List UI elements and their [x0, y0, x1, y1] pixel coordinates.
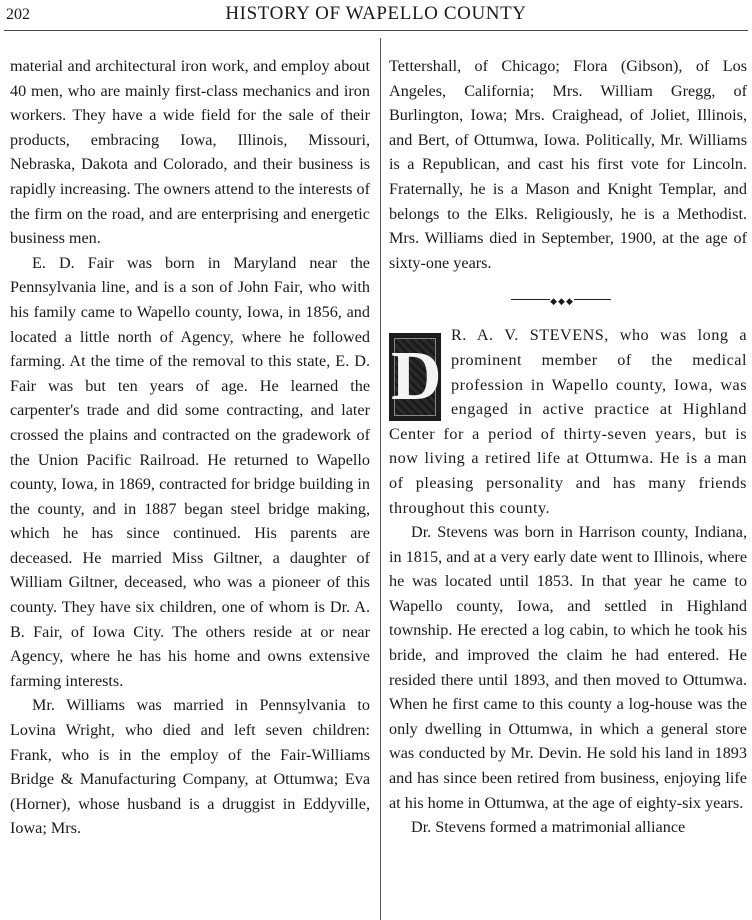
right-paragraph-2: R. A. V. STEVENS, who was long a prominent member of the medical profession in Wapello county, Iowa, was engaged in active practice at Highland Center for a period of thirty-seven years, but is now living a retired life at Ottumwa. He is a man of pleasing personality and has many friends throughout this county. [389, 326, 747, 517]
biography-section [389, 323, 747, 520]
left-paragraph-2: E. D. Fair was born in Maryland near the Pennsylvania line, and is a son of John Fair, who with his family came to Wapello county, Iowa, in 1856, and located a little north of Agency, where he followed farming. At the time of the removal to this state, E. D. Fair was but ten years of age. He learned the carpenter's trade and did some contracting, and later crossed the plains and contracted on the gradework of the Union Pacific Railroad. He returned to Wapello county, Iowa, in 1869, contracted for bridge building in the county, and in 1887 began steel bridge making, which he has since continued. His parents are deceased. He married Miss Giltner, a daughter of William Giltner, deceased, who was a pioneer of this county. They have six children, one of whom is Dr. A. B. Fair, of Iowa City. The others reside at or near Agency, where he has his home and owns extensive farming interests. [10, 253, 370, 690]
right-paragraph-4: Dr. Stevens formed a matrimonial alliance [411, 818, 686, 837]
drop-cap-letter: D [391, 338, 442, 416]
right-paragraph-1: Tettershall, of Chicago; Flora (Gibson), of Los Angeles, California; Mrs. William Gregg, of Burlington, Iowa; Mrs. Craighead, of Joliet, Illinois, and Bert, of Ottumwa, Iowa. Politically, Mr. Williams is a Republican, and cast his first vote for Lincoln. Fraternally, he is a Mason and Knight Templar, and belongs to the Elks. Religiously, he is a Methodist. Mrs. Williams died in September, 1900, at the age of sixty-one years. [389, 57, 747, 272]
left-paragraph-1: material and architectural iron work, and employ about 40 men, who are mainly first-class mechanics and iron workers. They have a wide field for the sale of their products, embracing Iowa, Illinois, Missouri, Nebraska, Dakota and Colorado, and their business is rapidly increasing. The owners attend to the interests of the firm on the road, and are enterprising and energetic business men. [10, 57, 370, 248]
left-paragraph-3: Mr. Williams was married in Pennsylvania to Lovina Wright, who died and left seven children: Frank, who is in the employ of the Fair-Williams Bridge & Manufacturing Company, at Ottumwa; Eva (Horner), whose husband is a druggist in Eddyville, Iowa; Mrs. [10, 696, 370, 838]
left-column [10, 54, 370, 841]
page-header [0, 0, 752, 34]
header-rule [4, 30, 748, 31]
running-title: HISTORY OF WAPELLO COUNTY [225, 3, 527, 24]
section-ornament [389, 275, 747, 323]
ornament-diamonds: ◆◆◆ [550, 289, 574, 314]
right-paragraph-3: Dr. Stevens was born in Harrison county, Indiana, in 1815, and at a very early date went to Illinois, where he was located until 1853. In that year he came to Wapello county, Iowa, and settled in Highland township. He erected a log cabin, to which he took his bride, and improved the claim he had entered. He resided there until 1893, and then moved to Ottumwa. When he first came to this county a log-house was the only dwelling in Ottumwa, in which a general store was conducted by Mr. Devin. He sold his land in 1893 and has since been retired from business, enjoying life at his home in Ottumwa, at the age of eighty-six years. [389, 523, 747, 812]
page-number: 202 [6, 6, 30, 23]
column-divider [380, 38, 381, 920]
right-column [389, 54, 747, 840]
drop-cap [389, 333, 441, 421]
